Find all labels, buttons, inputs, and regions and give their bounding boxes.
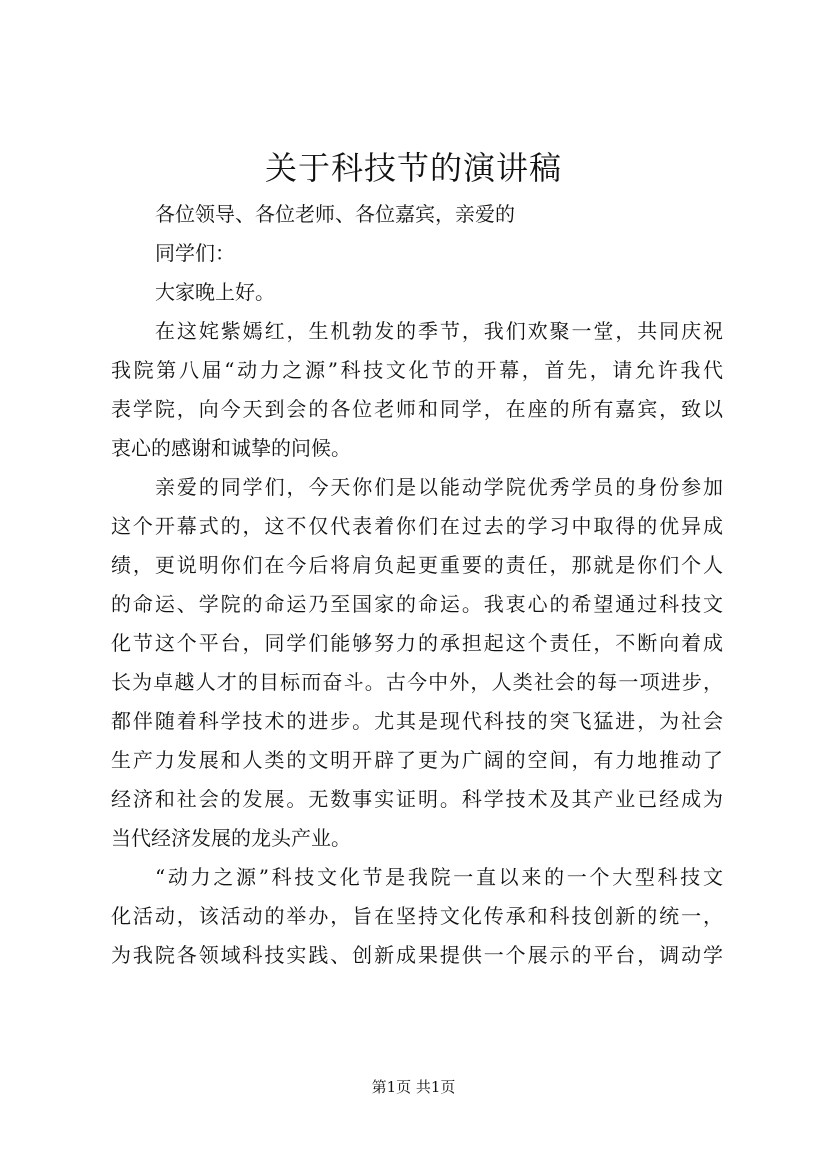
greeting-line-1: 各位领导、各位老师、各位嘉宾，亲爱的 [155, 202, 515, 226]
paragraph-2-line-5: 化节这个平台，同学们能够努力的承担起这个责任，不断向着成 [111, 631, 723, 655]
paragraph-3-line-3: 为我院各领域科技实践、创新成果提供一个展示的平台，调动学 [111, 943, 723, 967]
paragraph-2-line-9: 经济和社会的发展。无数事实证明。科学技术及其产业已经成为 [111, 787, 723, 811]
paragraph-1-line-1: 在这姹紫嫣红，生机勃发的季节，我们欢聚一堂，共同庆祝 [155, 319, 723, 343]
paragraph-3-line-2: 化活动，该活动的举办，旨在坚持文化传承和科技创新的统一， [111, 904, 723, 928]
paragraph-2-line-8: 生产力发展和人类的文明开辟了更为广阔的空间，有力地推动了 [111, 748, 723, 772]
page-footer: 第1页 共1页 [371, 1078, 456, 1096]
paragraph-2-line-3: 绩，更说明你们在今后将肩负起更重要的责任，那就是你们个人 [111, 553, 723, 577]
paragraph-2-line-6: 长为卓越人才的目标而奋斗。古今中外，人类社会的每一项进步， [111, 670, 723, 694]
paragraph-3-line-1: “动力之源”科技文化节是我院一直以来的一个大型科技文 [155, 865, 723, 889]
greeting-line-2: 同学们： [155, 241, 235, 265]
paragraph-2-line-7: 都伴随着科学技术的进步。尤其是现代科技的突飞猛进，为社会 [111, 709, 723, 733]
document-body [111, 195, 723, 975]
paragraph-1-line-3: 表学院，向今天到会的各位老师和同学，在座的所有嘉宾，致以 [111, 397, 723, 421]
greeting-line-3: 大家晚上好。 [155, 280, 275, 304]
paragraph-2-line-2: 这个开幕式的，这不仅代表着你们在过去的学习中取得的优异成 [111, 514, 723, 538]
paragraph-2-line-10: 当代经济发展的龙头产业。 [111, 826, 351, 850]
paragraph-2-line-1: 亲爱的同学们，今天你们是以能动学院优秀学员的身份参加 [155, 475, 723, 499]
paragraph-2-line-4: 的命运、学院的命运乃至国家的命运。我衷心的希望通过科技文 [111, 592, 723, 616]
paragraph-1-line-2: 我院第八届“动力之源”科技文化节的开幕，首先，请允许我代 [111, 358, 723, 382]
page-title: 关于科技节的演讲稿 [264, 149, 562, 187]
paragraph-1-line-4: 衷心的感谢和诚挚的问候。 [111, 436, 351, 460]
